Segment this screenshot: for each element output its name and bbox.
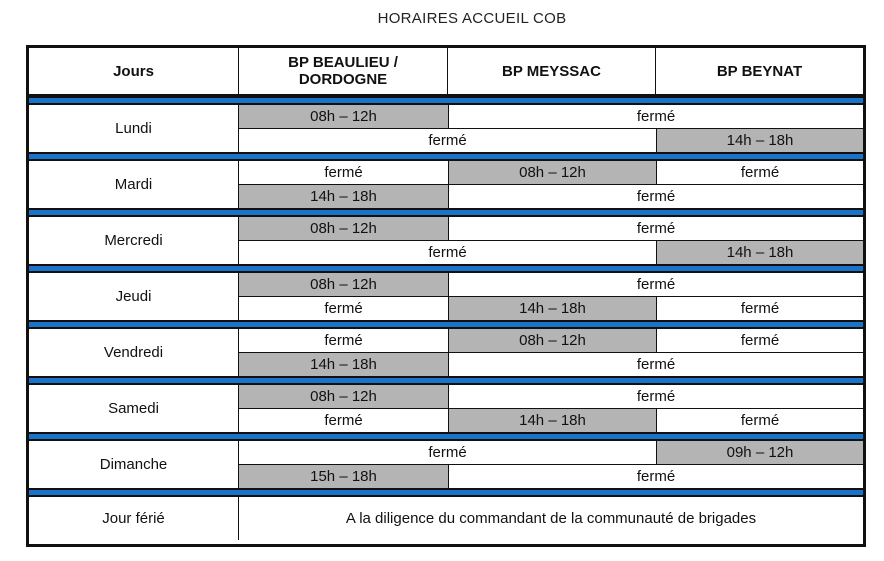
closed-cell: fermé	[656, 161, 863, 184]
open-hours-cell: 14h – 18h	[656, 241, 863, 264]
slot-line-top	[239, 329, 863, 353]
row-separator	[29, 488, 863, 497]
page-title: HORAIRES ACCUEIL COB	[377, 10, 567, 27]
header-meyssac-label: BP MEYSSAC	[502, 62, 601, 80]
header-beaulieu-line1: BP BEAULIEU /	[288, 54, 398, 71]
slot-line-bottom	[239, 241, 863, 264]
closed-cell: fermé	[448, 353, 863, 376]
slot-line-bottom	[239, 353, 863, 376]
closed-cell: fermé	[448, 465, 863, 488]
day-label: Mercredi	[29, 217, 239, 264]
open-hours-cell: 14h – 18h	[239, 185, 448, 208]
open-hours-cell: 14h – 18h	[448, 297, 656, 320]
table-header-row	[29, 48, 863, 96]
row-separator	[29, 152, 863, 161]
closed-cell: fermé	[656, 329, 863, 352]
open-hours-cell: 08h – 12h	[239, 385, 448, 408]
header-beaulieu-line2: DORDOGNE	[298, 71, 388, 88]
closed-cell: fermé	[448, 105, 863, 128]
slot-line-bottom	[239, 297, 863, 320]
row-separator	[29, 376, 863, 385]
holiday-row	[29, 497, 863, 540]
day-label: Dimanche	[29, 441, 239, 488]
closed-cell: fermé	[448, 385, 863, 408]
day-row-jeudi	[29, 273, 863, 320]
slot-line-top	[239, 385, 863, 409]
day-row-mardi	[29, 161, 863, 208]
slot-line-bottom	[239, 185, 863, 208]
open-hours-cell: 14h – 18h	[239, 353, 448, 376]
closed-cell: fermé	[448, 185, 863, 208]
open-hours-cell: 08h – 12h	[239, 105, 448, 128]
header-jours	[29, 48, 239, 94]
closed-cell: fermé	[324, 164, 363, 181]
closed-cell: fermé	[324, 412, 363, 429]
open-hours-cell: 08h – 12h	[239, 217, 448, 240]
closed-cell: fermé	[656, 297, 863, 320]
open-hours-cell: 09h – 12h	[656, 441, 863, 464]
closed-cell: fermé	[324, 332, 363, 349]
open-hours-cell: 08h – 12h	[448, 161, 656, 184]
row-separator	[29, 264, 863, 273]
open-hours-cell: 14h – 18h	[448, 409, 656, 432]
closed-cell: fermé	[428, 444, 467, 461]
header-beaulieu	[239, 48, 448, 94]
open-hours-cell: 14h – 18h	[656, 129, 863, 152]
holiday-label: Jour férié	[29, 497, 239, 540]
closed-cell: fermé	[448, 273, 863, 296]
day-label: Jeudi	[29, 273, 239, 320]
slot-line-top	[239, 441, 863, 465]
slot-line-top	[239, 105, 863, 129]
header-jours-label: Jours	[113, 62, 154, 80]
open-hours-cell: 08h – 12h	[239, 273, 448, 296]
row-separator	[29, 432, 863, 441]
row-separator	[29, 208, 863, 217]
open-hours-cell: 15h – 18h	[239, 465, 448, 488]
closed-cell: fermé	[656, 409, 863, 432]
open-hours-cell: 08h – 12h	[448, 329, 656, 352]
header-meyssac	[448, 48, 656, 94]
day-row-samedi	[29, 385, 863, 432]
header-beynat-label: BP BEYNAT	[716, 62, 803, 80]
day-label: Samedi	[29, 385, 239, 432]
closed-cell: fermé	[428, 244, 467, 261]
schedule-table	[26, 45, 866, 547]
closed-cell: fermé	[448, 217, 863, 240]
day-label: Mardi	[29, 161, 239, 208]
day-label: Lundi	[29, 105, 239, 152]
slot-line-top	[239, 217, 863, 241]
day-row-lundi	[29, 105, 863, 152]
holiday-text: A la diligence du commandant de la communauté de brigades	[345, 510, 757, 527]
header-beynat	[656, 48, 863, 94]
closed-cell: fermé	[428, 132, 467, 149]
day-row-dimanche	[29, 441, 863, 488]
slot-line-bottom	[239, 129, 863, 152]
row-separator	[29, 96, 863, 105]
slot-line-bottom	[239, 409, 863, 432]
slot-line-top	[239, 273, 863, 297]
closed-cell: fermé	[324, 300, 363, 317]
slot-line-top	[239, 161, 863, 185]
row-separator	[29, 320, 863, 329]
day-row-mercredi	[29, 217, 863, 264]
day-row-vendredi	[29, 329, 863, 376]
slot-line-bottom	[239, 465, 863, 488]
day-label: Vendredi	[29, 329, 239, 376]
